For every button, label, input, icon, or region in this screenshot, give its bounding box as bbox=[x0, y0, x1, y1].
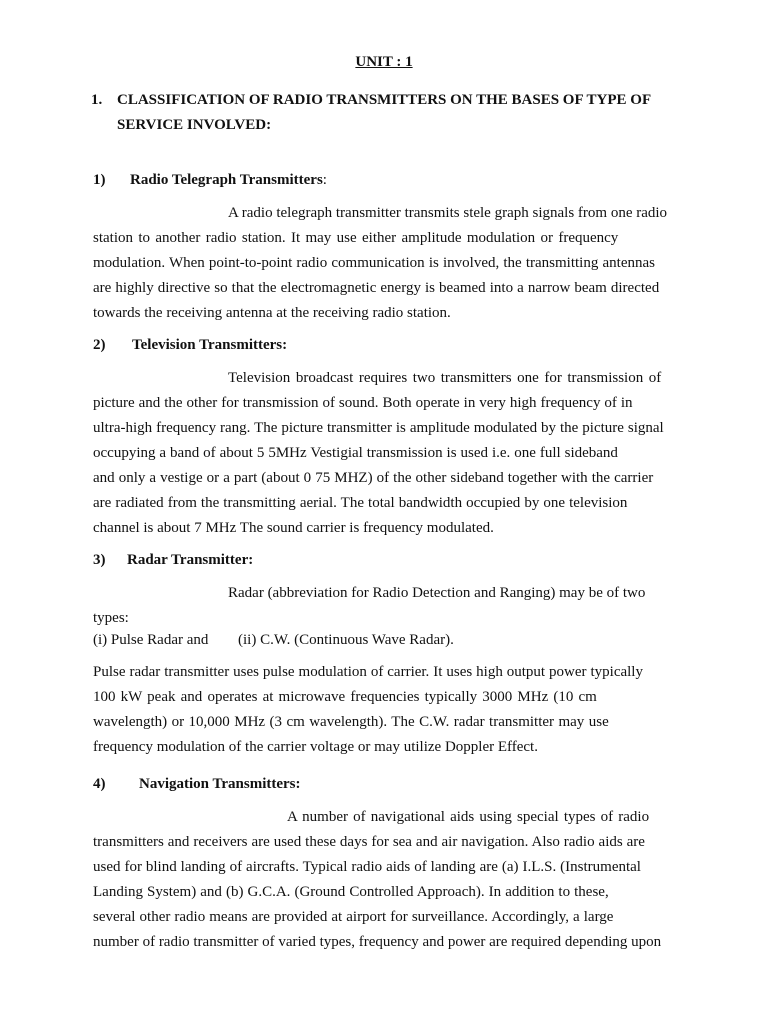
section-2-heading bbox=[93, 337, 287, 354]
radar-type-2: (ii) C.W. (Continuous Wave Radar). bbox=[238, 632, 454, 648]
paragraph-line: types: bbox=[93, 610, 129, 626]
radar-types-line bbox=[93, 628, 685, 658]
paragraph-line: modulation. When point-to-point radio communication is involved, the transmitting antennas bbox=[93, 255, 655, 271]
main-heading-number: 1. bbox=[91, 92, 103, 108]
paragraph-line: frequency modulation of the carrier voltage or may utilize Doppler Effect. bbox=[93, 739, 538, 755]
paragraph-line: and only a vestige or a part (about 0 75 MHZ) of the other sideband together with the carrier bbox=[93, 470, 654, 486]
paragraph-line: A radio telegraph transmitter transmits stele graph signals from one radio bbox=[228, 205, 668, 221]
paragraph-line: ultra-high frequency rang. The picture transmitter is amplitude modulated by the picture signal bbox=[93, 420, 664, 436]
paragraph-line: are highly directive so that the electromagnetic energy is beamed into a narrow beam directed bbox=[93, 280, 660, 296]
paragraph-line: Landing System) and (b) G.C.A. (Ground Controlled Approach). In addition to these, bbox=[93, 884, 609, 900]
section-title: Radio Telegraph Transmitters bbox=[130, 172, 323, 188]
section-3-paragraph bbox=[93, 581, 685, 760]
section-number: 2) bbox=[93, 337, 106, 353]
paragraph-line: number of radio transmitter of varied types, frequency and power are required depending upon bbox=[93, 934, 662, 950]
section-2-paragraph bbox=[93, 366, 685, 541]
paragraph-line: 100 kW peak and operates at microwave frequencies typically 3000 MHz (10 cm bbox=[93, 689, 597, 705]
paragraph-line: A number of navigational aids using special types of radio bbox=[287, 809, 650, 825]
section-4-heading bbox=[93, 776, 301, 793]
paragraph-line: occupying a band of about 5 5MHz Vestigial transmission is used i.e. one full sideband bbox=[93, 445, 618, 461]
paragraph-line: wavelength) or 10,000 MHz (3 cm wavelength). The C.W. radar transmitter may use bbox=[93, 714, 609, 730]
paragraph-line: several other radio means are provided at airport for surveillance. Accordingly, a large bbox=[93, 909, 614, 925]
section-1-heading bbox=[93, 172, 327, 189]
section-number: 3) bbox=[93, 552, 106, 568]
section-title-suffix: : bbox=[322, 172, 327, 188]
paragraph-line: are radiated from the transmitting aerial. The total bandwidth occupied by one television bbox=[93, 495, 628, 511]
main-heading-line-1: CLASSIFICATION OF RADIO TRANSMITTERS ON THE BASES OF TYPE OF bbox=[117, 92, 652, 108]
section-title: Navigation Transmitters: bbox=[139, 776, 301, 792]
paragraph-line: Radar (abbreviation for Radio Detection and Ranging) may be of two bbox=[228, 585, 646, 601]
paragraph-line: channel is about 7 MHz The sound carrier is frequency modulated. bbox=[93, 520, 494, 536]
radar-type-1: (i) Pulse Radar and bbox=[93, 632, 209, 648]
unit-title: UNIT : 1 bbox=[355, 54, 413, 70]
paragraph-line: towards the receiving antenna at the receiving radio station. bbox=[93, 305, 451, 321]
section-title: Radar Transmitter: bbox=[127, 552, 254, 568]
paragraph-line: Television broadcast requires two transmitters one for transmission of bbox=[228, 370, 662, 386]
section-number: 4) bbox=[93, 776, 106, 792]
paragraph-line: used for blind landing of aircrafts. Typical radio aids of landing are (a) I.L.S. (Instrumental bbox=[93, 859, 641, 875]
main-heading bbox=[91, 88, 691, 138]
section-1-paragraph bbox=[93, 201, 685, 326]
paragraph-line: transmitters and receivers are used these days for sea and air navigation. Also radio aids are bbox=[93, 834, 645, 850]
main-heading-line-2: SERVICE INVOLVED: bbox=[117, 117, 272, 133]
paragraph-line: station to another radio station. It may use either amplitude modulation or frequency bbox=[93, 230, 619, 246]
paragraph-line: Pulse radar transmitter uses pulse modulation of carrier. It uses high output power typically bbox=[93, 664, 643, 680]
section-3-heading bbox=[93, 552, 253, 569]
section-number: 1) bbox=[93, 172, 106, 188]
paragraph-line: picture and the other for transmission of sound. Both operate in very high frequency of in bbox=[93, 395, 633, 411]
section-title: Television Transmitters: bbox=[132, 337, 288, 353]
section-4-paragraph bbox=[93, 805, 685, 955]
